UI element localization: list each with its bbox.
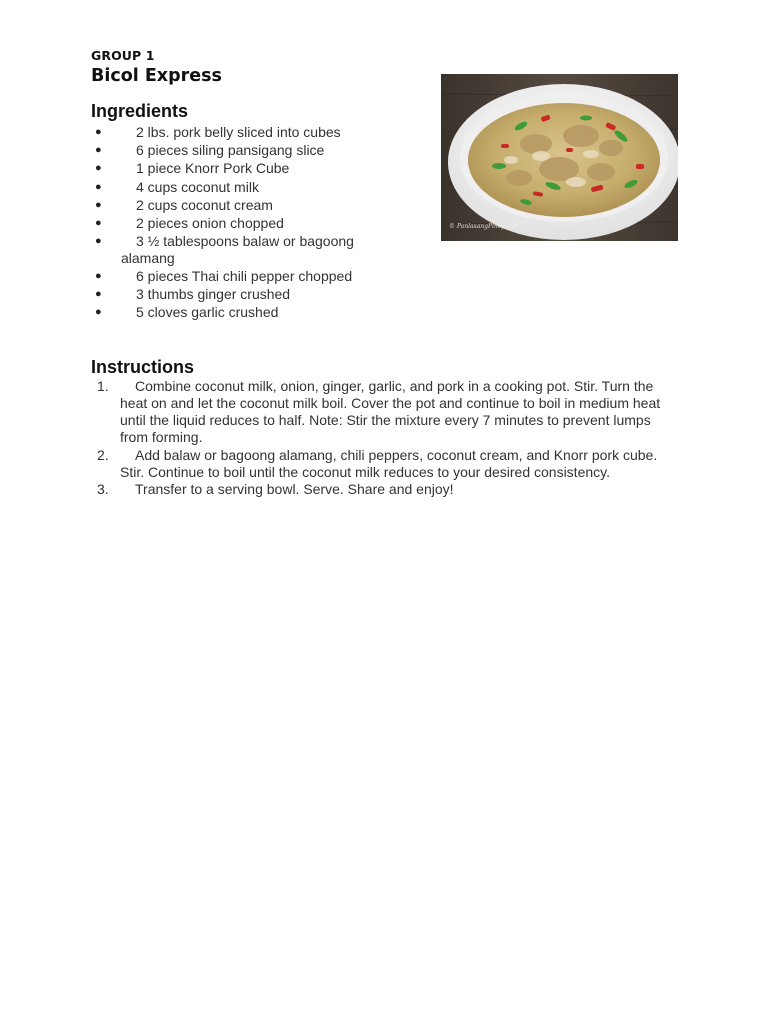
ingredient-text: 2 cups coconut cream <box>136 196 273 213</box>
ingredient-text: 1 piece Knorr Pork Cube <box>136 160 290 177</box>
ingredient-item <box>95 233 385 266</box>
ingredient-item <box>95 268 385 285</box>
ingredient-item <box>95 160 385 177</box>
ingredient-text: 5 cloves garlic crushed <box>136 304 279 321</box>
instruction-step <box>97 447 679 481</box>
step-text: Combine coconut milk, onion, ginger, garlic, and pork in a cooking pot. Stir. Turn the heat on and let the coconut milk boil. Cover the pot and continue to boil in medium heat until the liquid reduces to half. Note: Stir the mixture every 7 minutes to prevent lumps from forming. <box>120 378 661 445</box>
bullet-icon: ● <box>95 180 102 193</box>
ingredients-heading: Ingredients <box>91 101 189 121</box>
ingredient-text: 6 pieces Thai chili pepper chopped <box>136 267 353 284</box>
instruction-step <box>97 481 679 498</box>
instructions-heading: Instructions <box>91 357 195 377</box>
ingredient-item <box>95 142 385 159</box>
bullet-icon: ● <box>95 306 102 319</box>
ingredient-text: 2 lbs. pork belly sliced into cubes <box>136 124 341 140</box>
bullet-icon: ● <box>95 235 102 248</box>
bullet-icon: ● <box>95 216 102 229</box>
ingredient-item <box>95 304 385 321</box>
step-number: 1. <box>97 378 109 394</box>
step-text: Add balaw or bagoong alamang, chili peppers, coconut cream, and Knorr pork cube. Stir. Continue to boil until the coconut milk reduces to your desired consistency. <box>120 446 658 480</box>
bullet-icon: ● <box>95 126 102 138</box>
ingredient-item <box>95 179 385 196</box>
ingredient-text: 4 cups coconut milk <box>136 178 259 195</box>
bullet-icon: ● <box>95 144 102 157</box>
recipe-title: Bicol Express <box>91 66 222 86</box>
ingredient-item <box>95 124 385 141</box>
step-number: 3. <box>97 481 109 497</box>
step-text: Transfer to a serving bowl. Serve. Share and enjoy! <box>135 481 454 497</box>
recipe-photo <box>441 74 678 241</box>
step-number: 2. <box>97 446 109 463</box>
instructions-list <box>97 378 679 499</box>
instruction-step <box>97 378 679 446</box>
ingredient-item <box>95 197 385 214</box>
bullet-icon: ● <box>95 162 102 175</box>
group-label: GROUP 1 <box>91 48 155 63</box>
bowl-image <box>441 74 678 241</box>
ingredient-item <box>95 286 385 303</box>
bullet-icon: ● <box>95 288 102 301</box>
ingredient-item <box>95 215 385 232</box>
ingredient-text: 3 thumbs ginger crushed <box>136 286 291 303</box>
bullet-icon: ● <box>95 198 102 211</box>
ingredient-text: 3 ½ tablespoons balaw or bagoong alamang <box>121 233 354 266</box>
ingredient-text: 2 pieces onion chopped <box>136 214 284 231</box>
bullet-icon: ● <box>95 269 102 282</box>
ingredient-text: 6 pieces siling pansigang slice <box>136 142 325 159</box>
ingredients-list <box>95 124 385 322</box>
photo-credit: © PanlasangPinoy.com <box>449 223 519 230</box>
